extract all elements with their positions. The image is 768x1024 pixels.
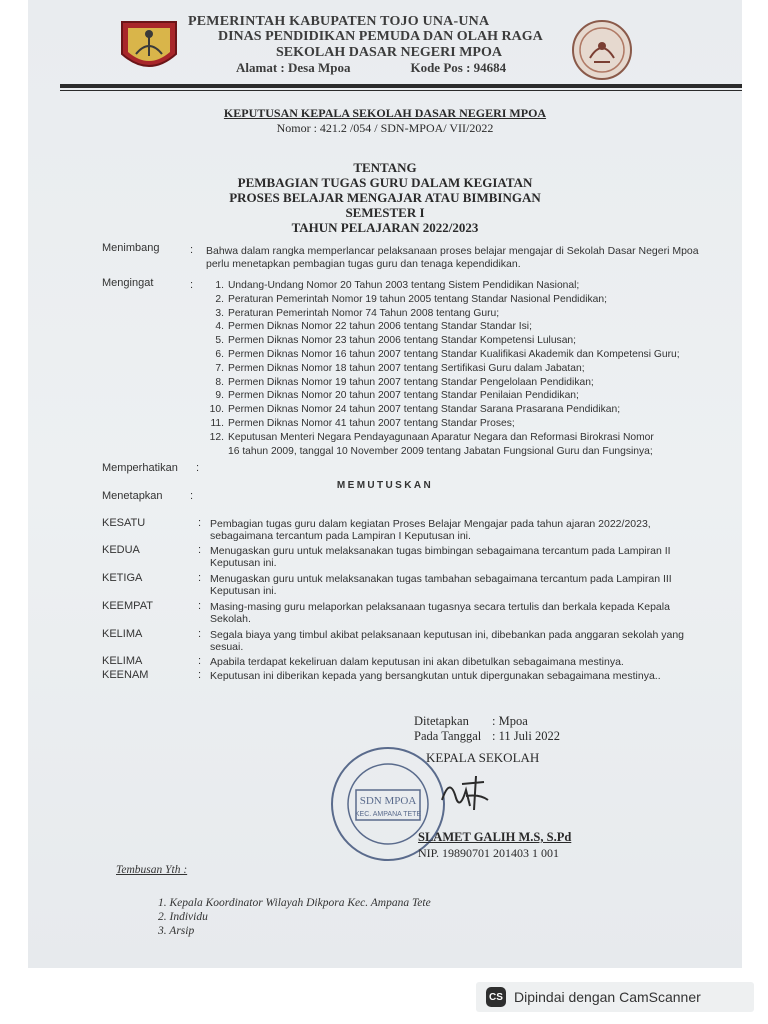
- decree-subject: [28, 160, 742, 235]
- list-number: 11.: [210, 418, 224, 429]
- letterhead-address: [236, 60, 506, 76]
- mengingat-item: [208, 321, 532, 332]
- list-number: 4.: [215, 321, 224, 333]
- memutuskan-heading: MEMUTUSKAN: [336, 480, 434, 491]
- decision-text-line2: sesuai.: [210, 641, 244, 653]
- list-number: 5.: [215, 335, 224, 347]
- decision-text-line2: sebagaimana tercantum pada Lampiran I Keputusan ini.: [210, 530, 471, 542]
- decision-text-line2: Keputusan ini.: [210, 585, 277, 597]
- decision-text-line1: Apabila terdapat kekeliruan dalam keputusan ini akan dibetulkan sebagaimana mestinya.: [210, 656, 624, 668]
- decision-text-line1: Menugaskan guru untuk melaksanakan tugas tambahan sebagaimana tercantum pada Lampiran III: [210, 573, 672, 585]
- list-number: 6.: [215, 349, 224, 360]
- list-number: 9.: [215, 390, 224, 402]
- subject-line2: PROSES BELAJAR MENGAJAR ATAU BIMBINGAN: [229, 190, 541, 205]
- list-text: Keputusan Menteri Negara Pendayagunaan Aparatur Negara dan Reformasi Birokrasi Nomor: [228, 431, 654, 443]
- decision-label: KELIMA: [102, 628, 143, 640]
- mengingat-item: [208, 280, 579, 291]
- letterhead-rule-thick: [60, 84, 742, 88]
- list-text: Permen Diknas Nomor 20 tahun 2007 tentang Standar Penilaian Pendidikan;: [228, 390, 579, 402]
- colon: :: [190, 244, 194, 256]
- list-number: 2.: [215, 293, 224, 305]
- decision-text-line1: Menugaskan guru untuk melaksanakan tugas bimbingan sebagaimana tercantum pada Lampiran II: [210, 545, 671, 557]
- letterhead-line2: DINAS PENDIDIKAN PEMUDA DAN OLAH RAGA: [218, 29, 543, 44]
- signature-scribble-icon: [436, 770, 496, 814]
- mengingat-item: [208, 418, 515, 429]
- principal-name: SLAMET GALIH M.S, S.Pd: [418, 830, 572, 844]
- ditetapkan-value: : Mpoa: [492, 714, 528, 728]
- letterhead-rule-thin: [60, 90, 742, 91]
- decision-label: KEDUA: [102, 544, 140, 556]
- decision-text-line2: Sekolah.: [210, 613, 251, 625]
- colon: :: [198, 517, 202, 529]
- subject-line4: TAHUN PELAJARAN 2022/2023: [291, 220, 479, 235]
- colon: :: [190, 279, 194, 291]
- mengingat-item-12-continuation: 16 tahun 2009, tanggal 10 November 2009 tentang Jabatan Fungsional Guru dan Fungsinya;: [228, 446, 653, 457]
- mengingat-item: [208, 335, 576, 346]
- document-page: [28, 0, 742, 968]
- mengingat-item: [208, 294, 607, 305]
- principal-nip: NIP. 19890701 201403 1 001: [418, 846, 560, 860]
- decision-text-line1: Keputusan ini diberikan kepada yang bersangkutan untuk dipergunakan sebagaimana mestinya..: [210, 670, 661, 682]
- list-number: 7.: [215, 362, 224, 374]
- position-title: KEPALA SEKOLAH: [426, 750, 540, 765]
- letterhead-line3: SEKOLAH DASAR NEGERI MPOA: [276, 45, 502, 60]
- list-number: 12.: [209, 431, 224, 443]
- mengingat-item: [208, 404, 620, 415]
- stamp-center-text: SDN MPOA: [359, 795, 417, 807]
- list-text: Permen Diknas Nomor 19 tahun 2007 tentang Standar Pengelolaan Pendidikan;: [228, 376, 594, 388]
- list-text: Undang-Undang Nomor 20 Tahun 2003 tentang Sistem Pendidikan Nasional;: [228, 280, 580, 291]
- mengingat-item: [208, 349, 680, 360]
- camscanner-icon: CS: [486, 987, 506, 1007]
- decision-label: KEENAM: [102, 669, 149, 681]
- decision-text-line1: Segala biaya yang timbul akibat pelaksanaan keputusan ini, dibebankan pada anggaran sekolah yang: [210, 629, 685, 641]
- tut-wuri-handayani-emblem-icon: [570, 18, 634, 82]
- decision-text-line2: Keputusan ini.: [210, 557, 277, 569]
- list-text: Permen Diknas Nomor 22 tahun 2006 tentang Standar Standar Isi;: [228, 321, 532, 333]
- subject-line1: PEMBAGIAN TUGAS GURU DALAM KEGIATAN: [237, 175, 533, 190]
- tembusan-label: Tembusan Yth :: [116, 864, 188, 876]
- list-text: Permen Diknas Nomor 23 tahun 2006 tentang Standar Kompetensi Lulusan;: [228, 335, 577, 347]
- decree-title: KEPUTUSAN KEPALA SEKOLAH DASAR NEGERI MPOA: [223, 106, 547, 120]
- menimbang-label: Menimbang: [102, 242, 160, 254]
- decision-text-line1: Masing-masing guru melaporkan pelaksanaan tugasnya secara tertulis dan berkala kepada Kepala: [210, 601, 670, 613]
- stamp-sub-text: KEC. AMPANA TETE: [354, 811, 422, 818]
- list-text: Permen Diknas Nomor 24 tahun 2007 tentang Standar Sarana Prasarana Pendidikan;: [228, 404, 621, 416]
- colon: :: [198, 544, 202, 556]
- tembusan-item: 3. Arsip: [158, 925, 195, 937]
- camscanner-badge: [476, 982, 754, 1012]
- list-text: Peraturan Pemerintah Nomor 74 Tahun 2008 tentang Guru;: [228, 307, 500, 319]
- decision-label: KEEMPAT: [102, 600, 153, 612]
- colon: :: [198, 628, 202, 640]
- tanggal-value: : 11 Juli 2022: [492, 729, 560, 743]
- menimbang-text: Bahwa dalam rangka memperlancar pelaksanaan proses belajar mengajar di Sekolah Dasar Negeri Mpoa perlu menetapkan pembagian tugas guru dan tenaga kependidikan.: [206, 245, 699, 270]
- list-text: Permen Diknas Nomor 18 tahun 2007 tentang Sertifikasi Guru dalam Jabatan;: [228, 362, 585, 374]
- mengingat-item: [208, 308, 499, 319]
- decision-label: KETIGA: [102, 572, 143, 584]
- memperhatikan-label: Memperhatikan: [102, 462, 178, 474]
- decision-label: KESATU: [102, 517, 146, 529]
- list-number: 8.: [215, 376, 224, 388]
- regency-emblem-icon: [118, 18, 180, 76]
- colon: :: [196, 462, 200, 474]
- list-number: 1.: [215, 280, 224, 291]
- ditetapkan-label: Ditetapkan: [414, 714, 469, 728]
- camscanner-text: Dipindai dengan CamScanner: [514, 989, 701, 1005]
- list-text: Peraturan Pemerintah Nomor 19 tahun 2005 tentang Standar Nasional Pendidikan;: [228, 293, 607, 305]
- mengingat-item: [208, 377, 594, 388]
- tembusan-item: 2. Individu: [158, 911, 208, 923]
- address-text: Alamat : Desa Mpoa: [236, 60, 351, 75]
- subject-line3: SEMESTER I: [345, 205, 425, 220]
- decision-text-line1: Pembagian tugas guru dalam kegiatan Proses Belajar Mengajar pada tahun ajaran 2022/2023,: [210, 518, 651, 530]
- mengingat-item: [208, 432, 654, 443]
- menetapkan-label: Menetapkan: [102, 490, 163, 502]
- list-number: 3.: [215, 307, 224, 319]
- tembusan-item: 1. Kepala Koordinator Wilayah Dikpora Kec. Ampana Tete: [158, 897, 431, 909]
- colon: :: [198, 655, 202, 667]
- tanggal-label: Pada Tanggal: [414, 729, 482, 743]
- colon: :: [198, 669, 202, 681]
- mengingat-item: [208, 363, 585, 374]
- colon: :: [190, 490, 194, 502]
- list-number: 10.: [209, 404, 224, 416]
- decision-label: KELIMA: [102, 655, 143, 667]
- list-text: Permen Diknas Nomor 41 tahun 2007 tentang Standar Proses;: [228, 418, 515, 429]
- tentang-heading: TENTANG: [353, 160, 417, 175]
- letterhead-line1: PEMERINTAH KABUPATEN TOJO UNA-UNA: [188, 14, 490, 29]
- colon: :: [198, 572, 202, 584]
- mengingat-label: Mengingat: [102, 277, 154, 289]
- colon: :: [198, 600, 202, 612]
- mengingat-item: [208, 390, 579, 401]
- postal-code: Kode Pos : 94684: [410, 60, 507, 75]
- list-text: Permen Diknas Nomor 16 tahun 2007 tentang Standar Kualifikasi Akademik dan Kompetensi Guru;: [228, 349, 680, 360]
- decree-number: Nomor : 421.2 /054 / SDN-MPOA/ VII/2022: [276, 121, 494, 135]
